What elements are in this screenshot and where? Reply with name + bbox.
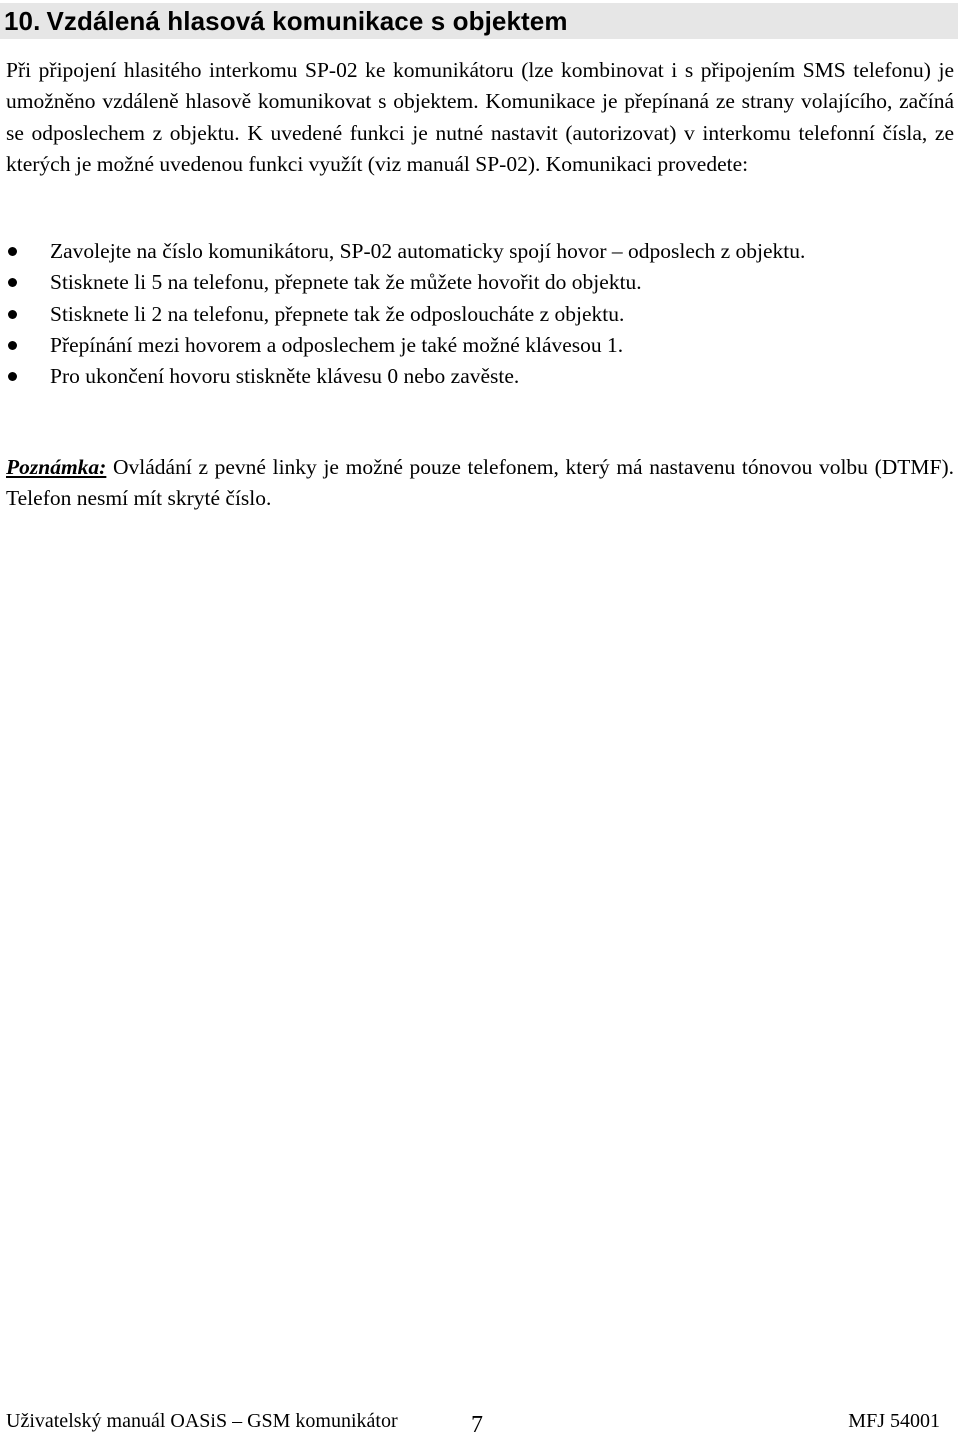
bullet-icon bbox=[8, 310, 17, 319]
list-item-text: Přepínání mezi hovorem a odposlechem je také možné klávesou 1. bbox=[50, 332, 624, 357]
list-item bbox=[0, 267, 956, 298]
list-item-text: Pro ukončení hovoru stiskněte klávesu 0 nebo zavěste. bbox=[50, 364, 520, 389]
list-item-text: Stisknete li 2 na telefonu, přepnete tak že odposloucháte z objektu. bbox=[50, 301, 625, 326]
intro-paragraph: Při připojení hlasitého interkomu SP-02 ke komunikátoru (lze kombinovat i s připojením SMS telefonu) je umožněno vzdáleně hlasově komunikovat s objektem. Komunikace je přepínaná ze strany volajícího, začíná se odposlechem z objektu. K uvedené funkci je nutné nastavit (autorizovat) v interkomu telefonní čísla, ze kterých je možné uvedenou funkci využít (viz manuál SP-02). Komunikaci provedete: bbox=[6, 58, 954, 176]
section-title: Vzdálená hlasová komunikace s objektem bbox=[46, 5, 568, 36]
note-label: Poznámka: bbox=[6, 455, 107, 479]
page-number: 7 bbox=[471, 1412, 483, 1438]
list-item bbox=[0, 330, 956, 361]
section-heading bbox=[4, 6, 568, 37]
footer-product-code: MFJ 54001 bbox=[848, 1410, 940, 1432]
bullet-icon bbox=[8, 341, 17, 350]
footer-manual-title: Uživatelský manuál OASiS – GSM komunikátor bbox=[6, 1410, 398, 1432]
note-text: Ovládání z pevné linky je možné pouze telefonem, který má nastavenu tónovou volbu (DTMF). Telefon nesmí mít skryté číslo. bbox=[6, 455, 955, 511]
list-item bbox=[0, 299, 956, 330]
bullet-icon bbox=[8, 247, 17, 256]
bullet-icon bbox=[8, 278, 17, 287]
steps-list bbox=[0, 236, 956, 392]
section-heading-bar bbox=[0, 3, 958, 39]
bullet-icon bbox=[8, 372, 17, 381]
section-number: 10. bbox=[4, 5, 41, 36]
note-paragraph bbox=[6, 452, 954, 515]
list-item bbox=[0, 236, 956, 267]
list-item-text: Zavolejte na číslo komunikátoru, SP-02 automaticky spojí hovor – odposlech z objektu. bbox=[50, 239, 806, 263]
list-item-text: Stisknete li 5 na telefonu, přepnete tak že můžete hovořit do objektu. bbox=[50, 270, 642, 295]
list-item bbox=[0, 361, 956, 392]
page-footer bbox=[0, 1410, 960, 1440]
